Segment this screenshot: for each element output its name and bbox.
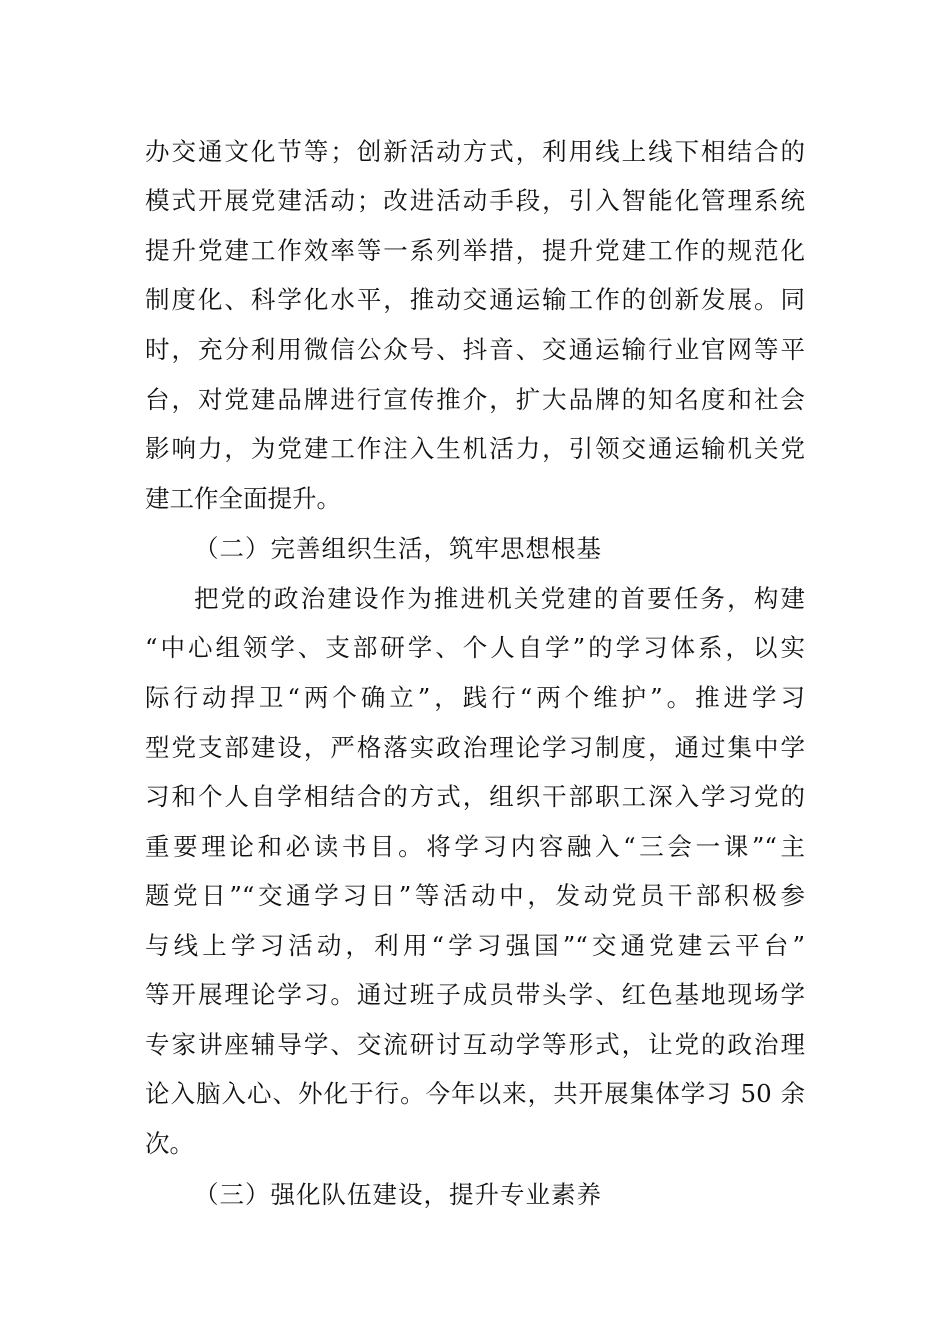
- paragraph-line: 题党日”“交通学习日”等活动中，发动党员干部积极参: [145, 881, 805, 910]
- paragraph-line: 专家讲座辅导学、交流研讨互动学等形式，让党的政治理: [145, 1030, 805, 1059]
- paragraph-line: “中心组领学、支部研学、个人自学”的学习体系，以实: [145, 633, 805, 662]
- paragraph-line: 影响力，为党建工作注入生机活力，引领交通运输机关党: [145, 434, 805, 463]
- paragraph-line: 时，充分利用微信公众号、抖音、交通运输行业官网等平: [145, 335, 805, 364]
- paragraph-line: 把党的政治建设作为推进机关党建的首要任务，构建: [194, 584, 805, 613]
- paragraph-line: 习和个人自学相结合的方式，组织干部职工深入学习党的: [145, 782, 805, 811]
- paragraph-line: 与线上学习活动，利用“学习强国”“交通党建云平台”: [145, 931, 805, 960]
- paragraph-line: 际行动捍卫“两个确立”，践行“两个维护”。推进学习: [145, 683, 805, 712]
- paragraph-line: 型党支部建设，严格落实政治理论学习制度，通过集中学: [145, 733, 805, 762]
- paragraph-line: 次。: [145, 1129, 194, 1158]
- paragraph-line: 论入脑入心、外化于行。今年以来，共开展集体学习 50 余: [145, 1079, 805, 1108]
- paragraph-line: 办交通文化节等；创新活动方式，利用线上线下相结合的: [145, 137, 805, 166]
- paragraph-line: 模式开展党建活动；改进活动手段，引入智能化管理系统: [145, 186, 805, 215]
- paragraph-line: 等开展理论学习。通过班子成员带头学、红色基地现场学: [145, 980, 805, 1009]
- paragraph-line: 建工作全面提升。: [145, 484, 341, 513]
- paragraph-line: 台，对党建品牌进行宣传推介，扩大品牌的知名度和社会: [145, 385, 805, 414]
- section-heading: （二）完善组织生活，筑牢思想根基: [194, 534, 602, 563]
- section-heading: （三）强化队伍建设，提升专业素养: [194, 1180, 602, 1209]
- paragraph-line: 重要理论和必读书目。将学习内容融入“三会一课”“主: [145, 832, 805, 861]
- paragraph-line: 提升党建工作效率等一系列举措，提升党建工作的规范化: [145, 236, 805, 265]
- paragraph-line: 制度化、科学化水平，推动交通运输工作的创新发展。同: [145, 285, 805, 314]
